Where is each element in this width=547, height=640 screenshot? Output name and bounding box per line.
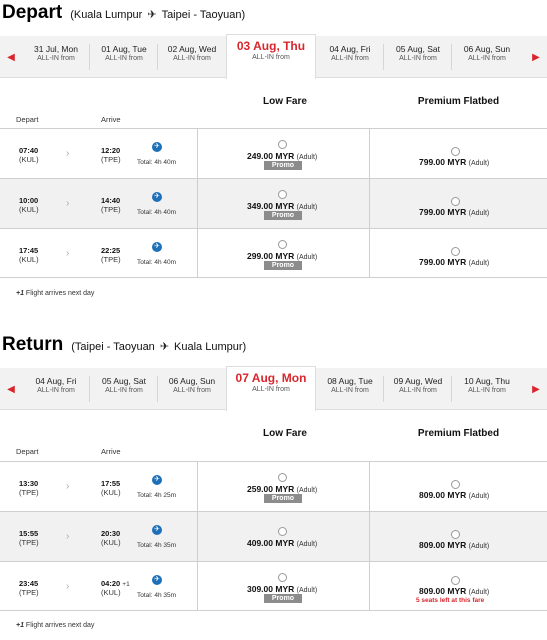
arrive-airport: (TPE)	[101, 255, 121, 264]
chevron-right-icon[interactable]: ›	[66, 581, 70, 592]
divider	[369, 229, 370, 277]
fare-label: ALL-IN from	[37, 55, 75, 62]
premium-fare-price	[419, 157, 489, 167]
return-date-tab[interactable]	[452, 368, 522, 410]
depart-origin: (Kuala Lumpur	[70, 9, 143, 21]
price-unit: (Adult)	[468, 210, 490, 217]
fare-label: ALL-IN from	[331, 55, 369, 62]
premium-fare-price	[419, 207, 489, 217]
depart-date-tab-selected[interactable]	[226, 34, 316, 79]
depart-time: 17:45	[19, 246, 39, 255]
arrive-time: 14:40	[101, 196, 121, 205]
return-origin: (Taipei - Taoyuan	[71, 341, 155, 353]
plane-circle-icon[interactable]: ✈	[152, 475, 162, 485]
price-unit: (Adult)	[296, 541, 318, 548]
price-unit: (Adult)	[296, 254, 318, 261]
return-date-tab[interactable]	[22, 368, 90, 410]
arrive-airport: (TPE)	[101, 155, 121, 164]
price-value: 349.00 MYR	[247, 201, 295, 211]
price-unit: (Adult)	[296, 154, 318, 161]
arrive-airport: (TPE)	[101, 205, 121, 214]
date-label: 31 Jul, Mon	[34, 44, 78, 54]
date-label: 04 Aug, Fri	[35, 376, 77, 386]
price-unit: (Adult)	[468, 589, 490, 596]
premium-fare-price	[419, 586, 489, 596]
depart-column-header: Depart	[16, 115, 39, 124]
return-section	[0, 332, 547, 640]
date-label: 05 Aug, Sat	[396, 44, 440, 54]
depart-header	[2, 2, 245, 24]
premium-fare-price	[419, 257, 489, 267]
date-label: 08 Aug, Tue	[327, 376, 373, 386]
divider	[197, 462, 198, 511]
return-header	[2, 334, 246, 356]
depart-date-tab[interactable]	[90, 36, 158, 78]
arrive-airport: (KUL)	[101, 538, 121, 547]
depart-destination: Taipei - Taoyuan)	[161, 9, 246, 21]
date-label: 10 Aug, Thu	[464, 376, 510, 386]
arrive-time	[101, 579, 130, 588]
price-value: 409.00 MYR	[247, 538, 295, 548]
depart-date-tab[interactable]	[158, 36, 226, 78]
fare-label: ALL-IN from	[173, 387, 211, 394]
depart-airport: (TPE)	[19, 488, 39, 497]
chevron-right-icon[interactable]: ›	[66, 481, 70, 492]
chevron-right-icon[interactable]: ▶	[532, 383, 540, 395]
fare-label: ALL-IN from	[252, 386, 290, 393]
price-unit: (Adult)	[468, 543, 490, 550]
flight-duration: Total: 4h 40m	[137, 209, 177, 216]
depart-section	[0, 0, 547, 306]
divider	[369, 462, 370, 511]
divider	[197, 129, 198, 178]
premium-fare-radio[interactable]	[451, 247, 460, 256]
low-fare-price	[247, 151, 317, 161]
flight-duration: Total: 4h 40m	[137, 159, 177, 166]
fare-label: ALL-IN from	[331, 387, 369, 394]
flight-row	[0, 228, 547, 278]
plane-circle-icon[interactable]: ✈	[152, 575, 162, 585]
price-value: 809.00 MYR	[419, 540, 467, 550]
depart-airport: (KUL)	[19, 155, 39, 164]
price-unit: (Adult)	[468, 160, 490, 167]
fare-label: ALL-IN from	[399, 387, 437, 394]
chevron-right-icon[interactable]: ›	[66, 198, 70, 209]
promo-badge: Promo	[264, 211, 302, 220]
divider	[197, 562, 198, 610]
return-date-tab-selected[interactable]	[226, 366, 316, 411]
fare-label: ALL-IN from	[252, 54, 290, 61]
return-title: Return	[2, 334, 64, 355]
plus-day-marker: +1	[122, 581, 130, 588]
flight-duration: Total: 4h 35m	[137, 542, 177, 549]
premium-fare-radio[interactable]	[451, 576, 460, 585]
plane-circle-icon[interactable]: ✈	[152, 142, 162, 152]
low-fare-price	[247, 251, 317, 261]
depart-time: 23:45	[19, 579, 39, 588]
fare-label: ALL-IN from	[105, 55, 143, 62]
low-fare-price	[247, 584, 317, 594]
airplane-icon: ✈	[147, 9, 157, 21]
low-fare-price	[247, 484, 317, 494]
price-unit: (Adult)	[296, 487, 318, 494]
next-day-note	[16, 290, 94, 297]
low-fare-price	[247, 538, 317, 548]
depart-date-tab[interactable]	[384, 36, 452, 78]
depart-date-tab[interactable]	[22, 36, 90, 78]
price-value: 799.00 MYR	[419, 207, 467, 217]
premium-flatbed-header: Premium Flatbed	[417, 96, 500, 107]
date-label: 04 Aug, Fri	[329, 44, 371, 54]
arrive-airport: (KUL)	[101, 488, 121, 497]
arrive-time: 22:25	[101, 246, 121, 255]
low-fare-header: Low Fare	[263, 428, 307, 439]
date-label: 09 Aug, Wed	[393, 376, 443, 386]
premium-fare-radio[interactable]	[451, 530, 460, 539]
airplane-icon: ✈	[159, 341, 170, 353]
low-fare-radio[interactable]	[278, 190, 287, 199]
arrive-column-header: Arrive	[101, 447, 121, 456]
return-date-strip	[0, 368, 547, 410]
plane-circle-icon[interactable]: ✈	[152, 525, 162, 535]
price-unit: (Adult)	[296, 587, 318, 594]
arrive-time: 12:20	[101, 146, 121, 155]
note-text: Flight arrives next day	[23, 290, 95, 297]
low-fare-radio[interactable]	[278, 527, 287, 536]
divider	[197, 512, 198, 561]
divider	[369, 512, 370, 561]
date-label: 03 Aug, Thu	[236, 39, 306, 53]
flight-duration: Total: 4h 40m	[137, 259, 177, 266]
date-label: 05 Aug, Sat	[102, 376, 146, 386]
chevron-right-icon[interactable]: ▶	[532, 51, 540, 63]
promo-badge: Promo	[264, 594, 302, 603]
depart-time: 07:40	[19, 146, 39, 155]
flight-row	[0, 461, 547, 511]
return-date-tab[interactable]	[158, 368, 226, 410]
low-fare-header: Low Fare	[263, 96, 307, 107]
date-label: 02 Aug, Wed	[167, 44, 217, 54]
price-value: 799.00 MYR	[419, 157, 467, 167]
arrive-airport: (KUL)	[101, 588, 121, 597]
seats-left-warning: 5 seats left at this fare	[416, 597, 485, 604]
fare-label: ALL-IN from	[399, 55, 437, 62]
plane-circle-icon[interactable]: ✈	[152, 242, 162, 252]
date-label: 06 Aug, Sun	[168, 376, 216, 386]
divider	[369, 562, 370, 610]
next-day-note	[16, 622, 94, 629]
fare-label: ALL-IN from	[468, 55, 506, 62]
arrive-column-header: Arrive	[101, 115, 121, 124]
premium-flatbed-header: Premium Flatbed	[417, 428, 500, 439]
flight-duration: Total: 4h 35m	[137, 592, 177, 599]
return-date-tab[interactable]	[316, 368, 384, 410]
fare-label: ALL-IN from	[468, 387, 506, 394]
date-label: 07 Aug, Mon	[235, 371, 307, 385]
flight-row	[0, 128, 547, 178]
flight-row	[0, 178, 547, 228]
arrive-time: 17:55	[101, 479, 121, 488]
fare-label: ALL-IN from	[105, 387, 143, 394]
chevron-right-icon[interactable]: ›	[66, 531, 70, 542]
depart-column-header: Depart	[16, 447, 39, 456]
arrive-time: 20:30	[101, 529, 121, 538]
chevron-right-icon[interactable]: ›	[66, 248, 70, 259]
promo-badge: Promo	[264, 494, 302, 503]
price-unit: (Adult)	[296, 204, 318, 211]
price-unit: (Adult)	[468, 260, 490, 267]
depart-airport: (KUL)	[19, 255, 39, 264]
chevron-right-icon[interactable]: ›	[66, 148, 70, 159]
plus-day-marker: +1	[16, 290, 24, 297]
divider	[197, 229, 198, 277]
depart-date-tab[interactable]	[452, 36, 522, 78]
price-value: 309.00 MYR	[247, 584, 295, 594]
flight-row	[0, 561, 547, 611]
price-value: 799.00 MYR	[419, 257, 467, 267]
depart-date-strip	[0, 36, 547, 78]
note-text: Flight arrives next day	[23, 622, 95, 629]
low-fare-price	[247, 201, 317, 211]
premium-fare-price	[419, 540, 489, 550]
low-fare-radio[interactable]	[278, 573, 287, 582]
return-date-tab[interactable]	[90, 368, 158, 410]
premium-fare-radio[interactable]	[451, 480, 460, 489]
fare-label: ALL-IN from	[173, 55, 211, 62]
flight-duration: Total: 4h 25m	[137, 492, 177, 499]
return-date-tab[interactable]	[384, 368, 452, 410]
chevron-left-icon[interactable]: ◀	[7, 51, 15, 63]
price-value: 249.00 MYR	[247, 151, 295, 161]
plus-day-marker: +1	[16, 622, 24, 629]
divider	[369, 129, 370, 178]
plane-circle-icon[interactable]: ✈	[152, 192, 162, 202]
promo-badge: Promo	[264, 161, 302, 170]
price-unit: (Adult)	[468, 493, 490, 500]
flight-row	[0, 511, 547, 561]
price-value: 809.00 MYR	[419, 586, 467, 596]
promo-badge: Promo	[264, 261, 302, 270]
arrive-time-value: 04:20	[101, 579, 121, 588]
price-value: 259.00 MYR	[247, 484, 295, 494]
premium-fare-price	[419, 490, 489, 500]
depart-airport: (TPE)	[19, 588, 39, 597]
depart-time: 10:00	[19, 196, 39, 205]
depart-time: 13:30	[19, 479, 39, 488]
date-label: 01 Aug, Tue	[101, 44, 147, 54]
low-fare-radio[interactable]	[278, 140, 287, 149]
divider	[369, 179, 370, 228]
depart-airport: (TPE)	[19, 538, 39, 547]
price-value: 299.00 MYR	[247, 251, 295, 261]
premium-fare-radio[interactable]	[451, 197, 460, 206]
divider	[197, 179, 198, 228]
chevron-left-icon[interactable]: ◀	[7, 383, 15, 395]
depart-title: Depart	[2, 2, 63, 23]
price-value: 809.00 MYR	[419, 490, 467, 500]
premium-fare-radio[interactable]	[451, 147, 460, 156]
depart-date-tab[interactable]	[316, 36, 384, 78]
low-fare-radio[interactable]	[278, 240, 287, 249]
depart-time: 15:55	[19, 529, 39, 538]
date-label: 06 Aug, Sun	[463, 44, 511, 54]
fare-label: ALL-IN from	[37, 387, 75, 394]
return-destination: Kuala Lumpur)	[174, 341, 247, 353]
depart-airport: (KUL)	[19, 205, 39, 214]
low-fare-radio[interactable]	[278, 473, 287, 482]
